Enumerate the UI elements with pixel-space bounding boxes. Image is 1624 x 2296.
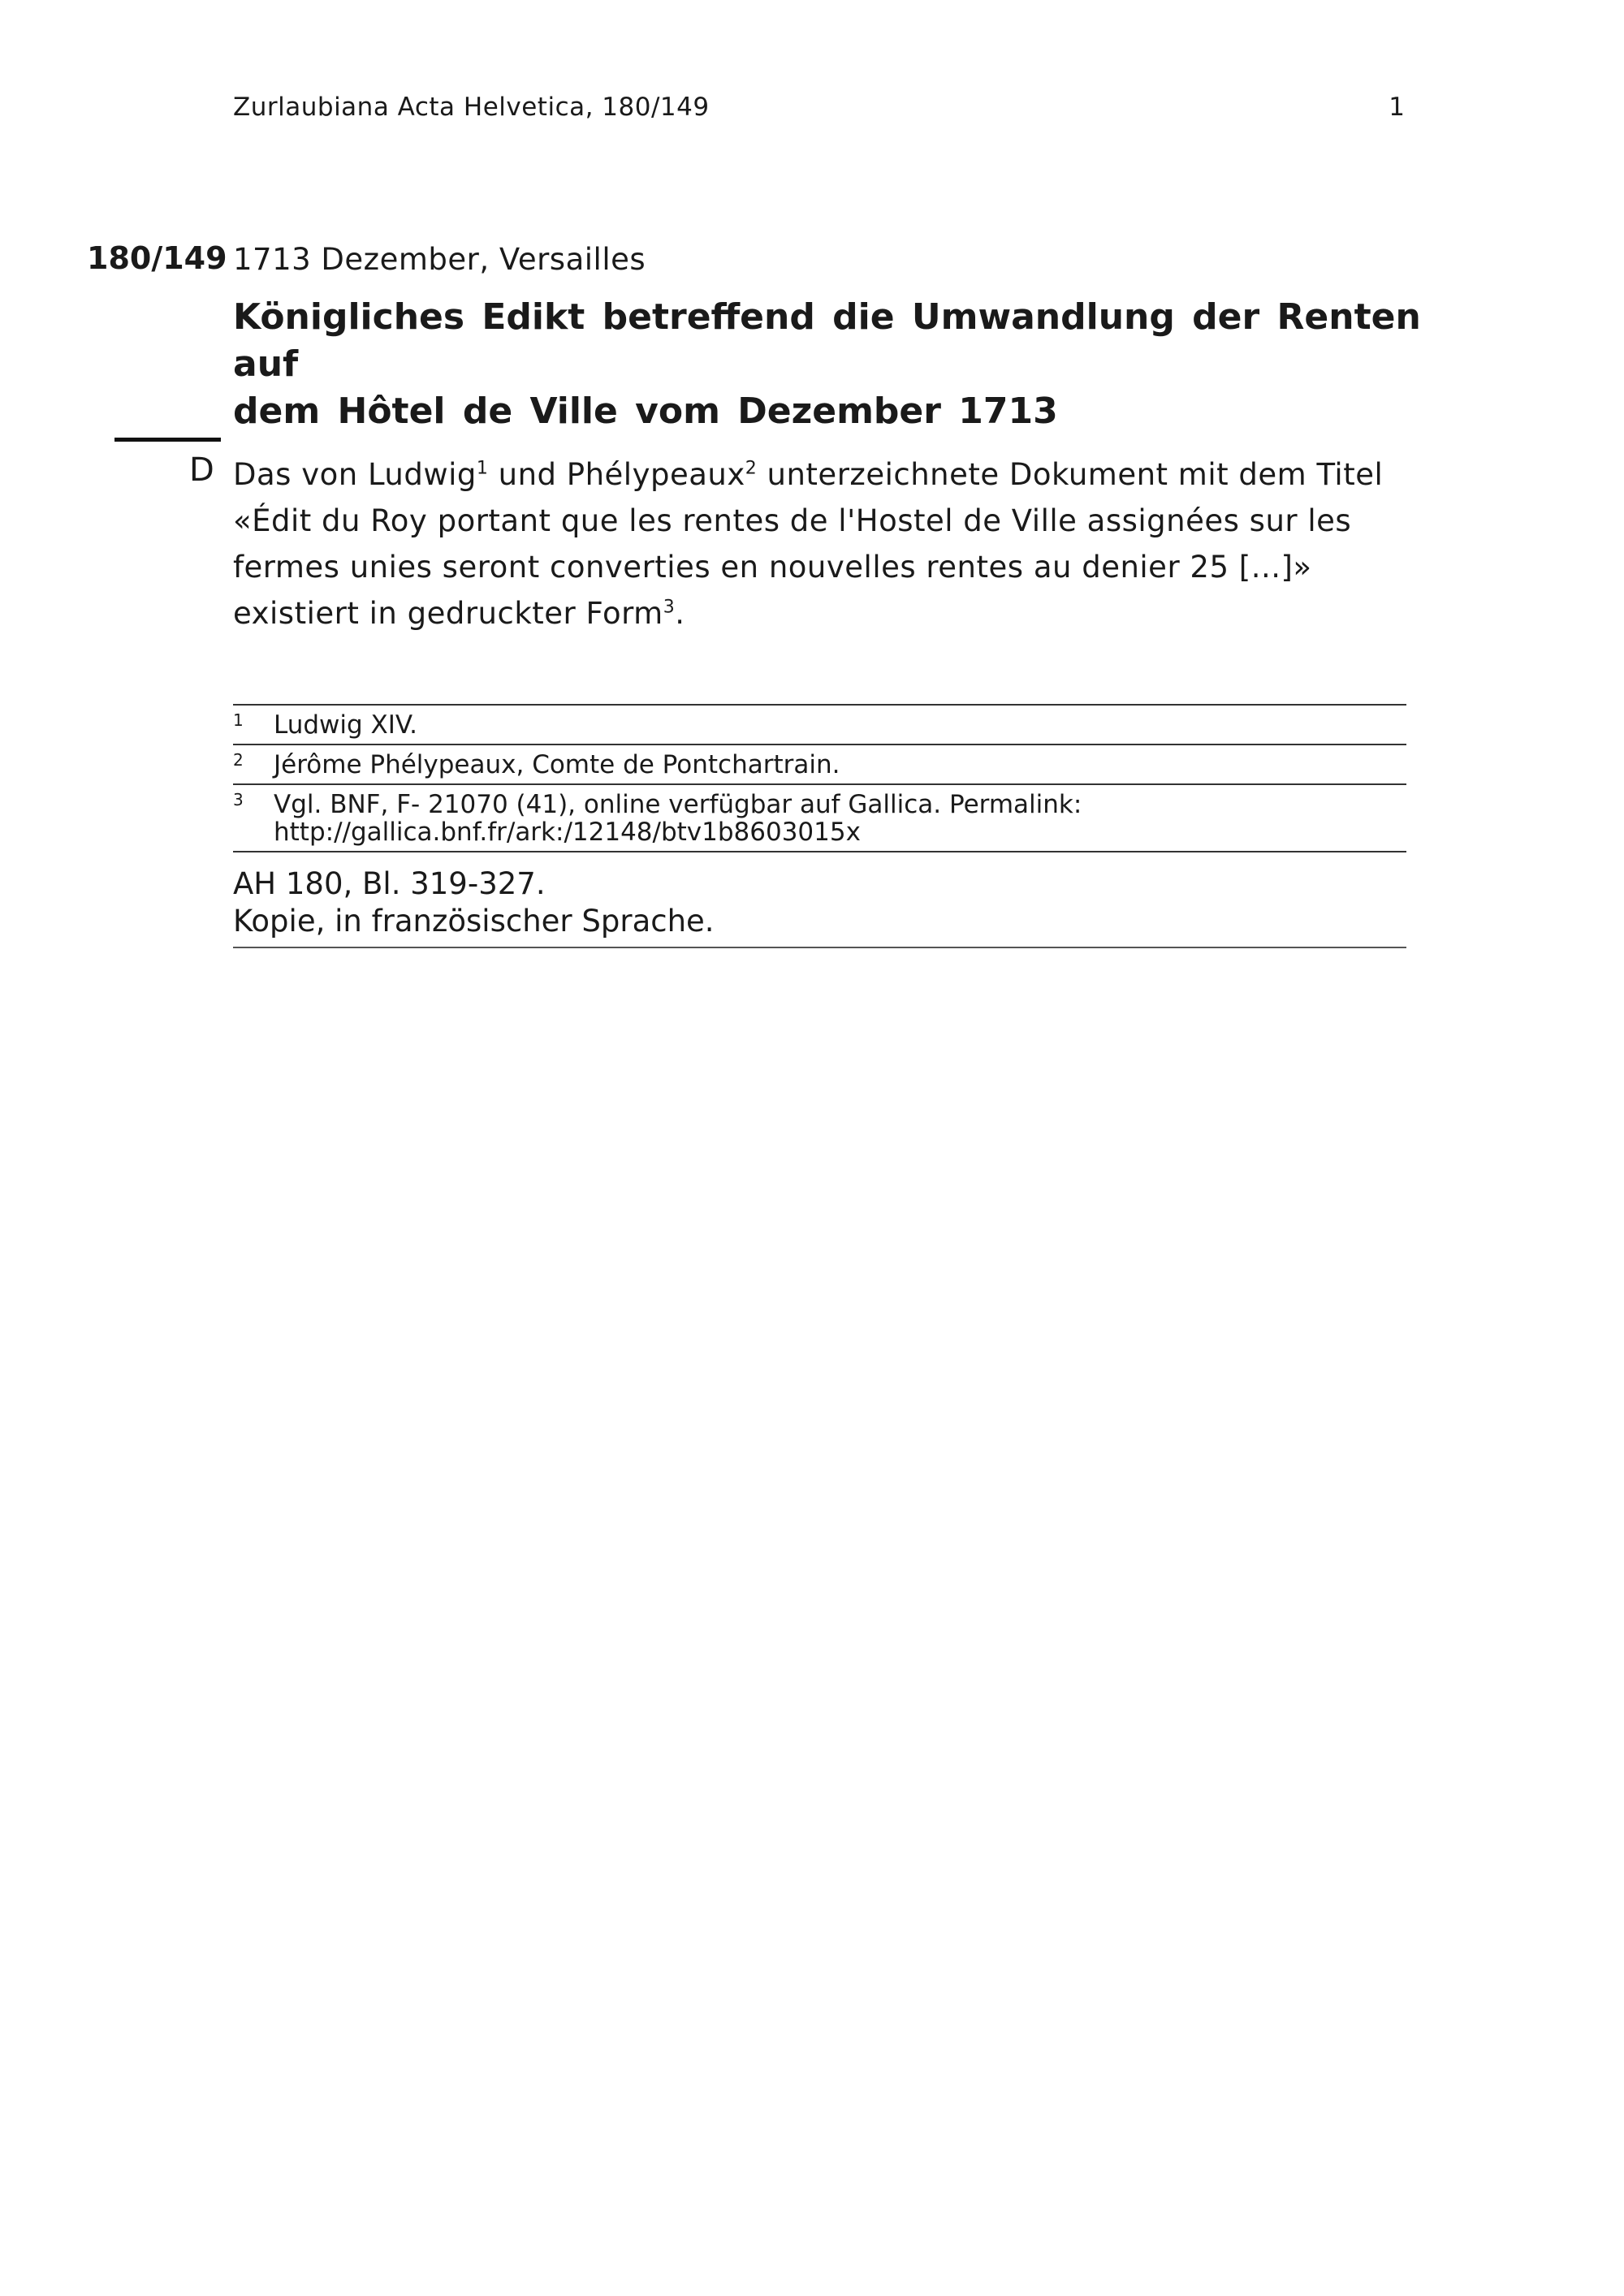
footnote-text <box>274 791 1406 846</box>
document-title-line-1: Königliches Edikt betreffend die Umwandlung der Renten auf <box>233 296 1421 385</box>
section-body <box>233 451 1419 637</box>
document-title <box>233 294 1427 435</box>
footnote-permalink[interactable]: http://gallica.bnf.fr/ark:/12148/btv1b8603015x <box>274 818 861 847</box>
footnote-mark: 2 <box>233 750 244 770</box>
footnote-text: Jérôme Phélypeaux, Comte de Pontchartrain. <box>274 750 840 779</box>
document-date-place: 1713 Dezember, Versailles <box>233 242 646 277</box>
archive-description: Kopie, in französischer Sprache. <box>233 904 715 939</box>
footnote-text: Ludwig XIV. <box>274 710 417 740</box>
document-number: 180/149 <box>87 240 227 276</box>
footnote-mark: 3 <box>233 790 244 809</box>
footnotes <box>233 704 1406 852</box>
footnote-ref-1[interactable]: 1 <box>476 458 489 479</box>
section-rule <box>114 438 221 442</box>
footnote-ref-2[interactable]: 2 <box>745 458 758 479</box>
footnote-2 <box>233 745 1406 785</box>
section-siglum: D <box>189 451 214 489</box>
footnote-3 <box>233 785 1406 852</box>
archive-signature: AH 180, Bl. 319-327. <box>233 866 546 901</box>
page-number: 1 <box>1389 93 1405 122</box>
document-title-line-2: dem Hôtel de Ville vom Dezember 1713 <box>233 391 1058 432</box>
section-text-2: und Phélypeaux <box>488 457 745 492</box>
footnote-text-line-1: Vgl. BNF, F- 21070 (41), online verfügbar auf Gallica. Permalink: <box>274 790 1082 819</box>
footnote-mark: 1 <box>233 710 244 730</box>
section-text-4: . <box>675 596 685 631</box>
section-text-1: Das von Ludwig <box>233 457 477 492</box>
archive-info <box>233 865 1406 948</box>
running-head: Zurlaubiana Acta Helvetica, 180/149 <box>233 93 710 122</box>
section-text-3: unterzeichnete Dokument mit dem Titel «Édit du Roy portant que les rentes de l'Hostel de Ville assignées sur les fermes unies seront converties en nouvelles rentes au denier 25 [...]» existiert in gedruckter Form <box>233 457 1384 631</box>
footnote-1 <box>233 706 1406 745</box>
footnote-ref-3[interactable]: 3 <box>663 597 676 618</box>
